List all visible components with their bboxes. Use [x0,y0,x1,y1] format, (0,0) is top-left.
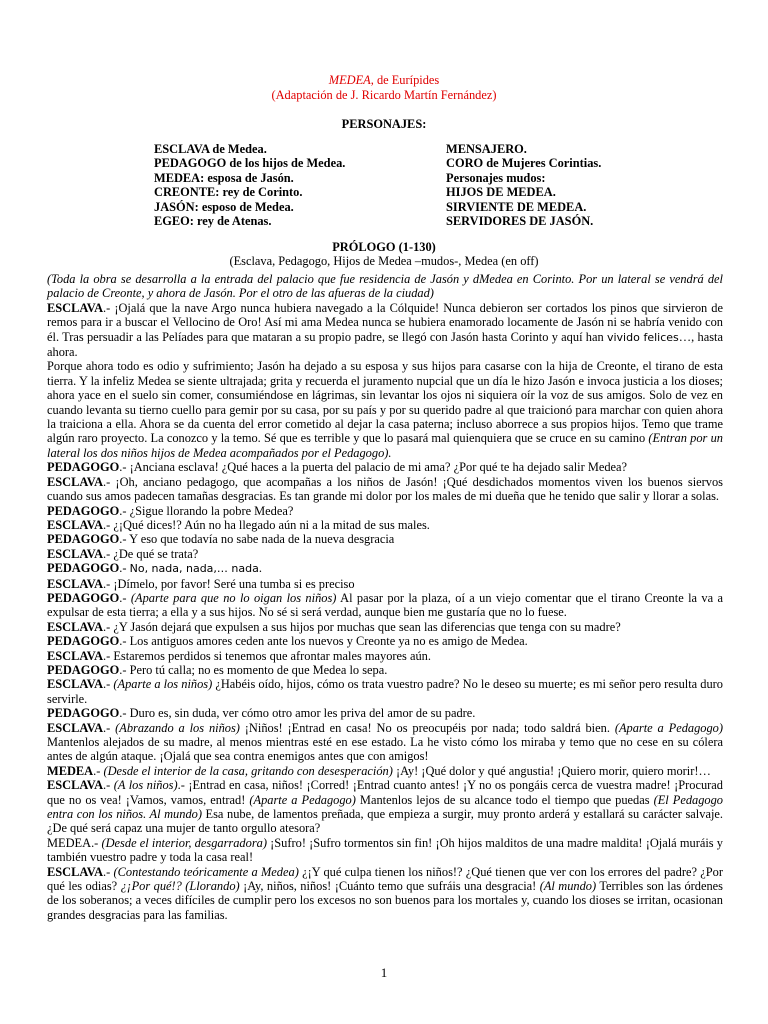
cast-list-left [154,142,345,228]
speaker-name: PEDAGOGO [47,561,120,576]
speaker-name: PEDAGOGO [47,503,120,518]
cast-item: Personajes mudos: [446,170,546,185]
speaker-name: ESCLAVA [47,300,104,315]
dialogue-text: .- [103,720,116,735]
dialogue-text: .- ¡Dímelo, por favor! Seré una tumba si es preciso [103,576,355,591]
speaker-name: ESCLAVA [47,648,104,663]
cast-list-right [446,142,601,228]
dialogue-paragraph [47,620,723,634]
dialogue-text: .- ¿¡Qué dices!? Aún no ha llegado aún ni a la mitad de sus males. [103,517,430,532]
prologo-heading: PRÓLOGO (1-130) [332,240,436,254]
dialogue-text: .- Duro es, sin duda, ver cómo otro amor les priva del amor de su padre. [119,706,476,721]
dialogue-text: .- ¡Ojalá que la nave Argo nunca hubiera navegado a la Cólquide! Nunca debieron ser cortados los pinos que sirvieron de remos para ir a buscar el Vellocino de Oro! Así mi ama Medea nunca se hubiera enamorado locamente de Jasón ni se habría venido con él. Tras persuadir a las Pelíades para que mataran a su propio padre, se llegó con Jasón hasta Corinto y aquí han [47,300,723,344]
dialogue-text: .- [119,561,130,576]
stage-direction: ¿¡Por qué!? (Llorando) [120,879,240,894]
dialogue-text: .- [93,763,104,778]
cast-item: SERVIDORES DE JASÓN. [446,214,594,229]
dialogue-text: ¿Habéis oído, hijos, cómo os trata vuestro padre? No le deseo su muerte; es mi señor pero resulta duro servirle. [47,677,723,706]
dialogue-text: .- ¡Anciana esclava! ¿Qué haces a la puerta del palacio de mi ama? ¿Por qué te ha dejado salir Medea? [119,460,628,475]
cast-item: MEDEA: esposa de Jasón. [154,170,294,185]
cast-item: CORO de Mujeres Corintias. [446,156,602,171]
stage-direction: (Abrazando a los niños) [115,720,240,735]
dialogue-paragraph [47,721,723,764]
stage-direction: (Aparte a Pedagogo) [614,720,723,735]
speaker-name: PEDAGOGO [47,634,120,649]
cast-item: CREONTE: rey de Corinto. [154,185,303,200]
speaker-name: ESCLAVA [47,576,104,591]
dialogue-paragraph [47,475,723,504]
stage-direction: (Desde el interior, desgarradora) [101,835,267,850]
dialogue-text: .- Los antiguos amores ceden ante los nuevos y Creonte ya no es amigo de Medea. [119,634,528,649]
dialogue-paragraph [47,359,723,460]
dialogue-text: .- ¿Y Jasón dejará que expulsen a sus hijos por muchas que sean las diferencias que tenga con su madre? [103,619,621,634]
speaker-name: ESCLAVA [47,474,104,489]
cast-item: SIRVIENTE DE MEDEA. [446,199,587,214]
cast-item: PEDAGOGO de los hijos de Medea. [154,156,346,171]
cast-item: HIJOS DE MEDEA. [446,185,556,200]
dialogue-paragraph [47,561,723,576]
dialogue-paragraph [47,532,723,546]
document-subtitle: (Adaptación de J. Ricardo Martín Fernández) [271,88,497,102]
cast-item: EGEO: rey de Atenas. [154,214,272,229]
dialogue-text: .- Estaremos perdidos si tenemos que afrontar males mayores aún. [103,648,431,663]
stage-direction: (A los niños) [113,778,178,793]
dialogue-text: Porque ahora todo es odio y sufrimiento; Jasón ha dejado a su esposa y sus hijos para casarse con la hija de Creonte, el tirano de esta tierra. Y la infeliz Medea se siente ultrajada; grita y recuerda el juramento nupcial que un día le hizo Jasón e invoca justicia a los dioses; ahora yace en el suelo sin comer, consumiéndose en lágrimas, sin levantar los ojos ni siquiera oír la voz de sus amigos. Solo de vez en cuando levanta su tierno cuello para gemir por su casa, por su país y por su querido padre al que traicionó para marchar con quien ahora la traiciona a ella. Ahora se da cuenta del error cometido al dejar la casa paterna; incluso aborrece a sus propios hijos. Temo que trame algún raro proyecto. La conozco y la temo. Sé que es terrible y que lo pasará mal quienquiera que se cruce en su camino [47,359,723,446]
speaker-name: PEDAGOGO [47,460,120,475]
stage-direction: (El Pedagogo entra con los niños. Al mundo) [47,792,723,822]
stage-direction: (Aparte a Pedagogo) [249,792,356,807]
dialogue-text: Mantenlos alejados de su madre, al menos mientras esté en ese estado. La he visto cómo los miraba y temo que no cese en su cólera antes de algún ataque. ¡Ojalá que sea contra enemigos antes que con amigos! [47,735,723,764]
cast-item: MENSAJERO. [446,142,527,156]
dialogue-text: ¿¡Y qué culpa tienen los niños!? ¿Qué tienen que ver con los errores del padre? ¿Por qué les odias? [47,864,723,894]
dialogue-text: .- Y eso que todavía no sabe nada de la nueva desgracia [119,532,395,547]
dialogue-text: Terribles son las órdenes de los soberanos; a veces difíciles de cumplir pero los excesos no son buenos para los mortales y, cuando los dioses se irritan, ocasionan grandes desgracias para las familias. [47,879,723,922]
dialogue-paragraph [47,836,723,865]
speaker-name: ESCLAVA [47,720,104,735]
dialogue-paragraph [47,865,723,923]
dialogue-paragraph [47,460,723,474]
dialogue-text: ¡Ay, niños, niños! ¡Cuánto temo que sufráis una desgracia! [239,879,540,894]
dialogue-paragraph [47,504,723,518]
stage-direction: (Contestando teóricamente a Medea) [113,864,299,879]
dialogue-text: Mantenlos lejos de su alcance todo el tiempo que puedas [355,792,654,807]
dialogue-paragraph [47,677,723,706]
dialogue-text: Esa nube, de lamentos preñada, que empieza a surgir, muy pronto arderá y estallará su carácter salvaje. ¿De qué será capaz una mujer de tanto orgullo atesora? [47,807,723,836]
stage-direction: (Aparte a los niños) [113,677,213,692]
dialogue-paragraph [47,577,723,591]
dialogue-text: .- ¿Sigue llorando la pobre Medea? [119,503,294,518]
speaker-name: PEDAGOGO [47,662,120,677]
dialogue-paragraph [47,301,723,360]
cast-item: JASÓN: esposo de Medea. [154,199,294,214]
speaker-name: MEDEA [47,835,92,850]
dialogue-paragraph [47,663,723,677]
dialogue-text: .- [119,590,131,605]
stage-direction: (Toda la obra se desarrolla a la entrada del palacio que fue residencia de Jasón y dMedea en Corinto. Por un lateral se vendrá del palacio de Creonte, y ahora de Jasón. Por el otro de las afueras de la ciudad) [47,272,723,301]
personajes-heading: PERSONAJES: [341,117,427,131]
dialogue-paragraph [47,706,723,720]
stage-direction: (Aparte para que no lo oigan los niños) [130,590,337,605]
dialogue-text: .- ¡Entrad en casa, niños! ¡Corred! ¡Entrad cuanto antes! ¡Y no os pongáis cerca de vuestra madre! ¡Procurad que no os vea! ¡Vamos, vamos, entrad! [47,778,723,807]
speaker-name: ESCLAVA [47,864,104,879]
dialogue-text: vivido felices [606,330,679,344]
dialogue-text: .- [103,778,114,793]
speaker-name: PEDAGOGO [47,590,120,605]
stage-direction: (Desde el interior de la casa, gritando con desesperación) [103,763,393,778]
dialogue-text: .- [103,864,114,879]
dialogue-text: .- Pero tú calla; no es momento de que Medea lo sepa. [119,662,388,677]
prologo-subheading: (Esclava, Pedagogo, Hijos de Medea –mudos-, Medea (en off) [229,254,539,268]
speaker-name: ESCLAVA [47,677,104,692]
dialogue-text: No, nada, nada,… nada [129,562,259,576]
stage-direction: (Al mundo) [539,879,597,894]
document-title [0,73,768,87]
dialogue-text: Al pasar por la plaza, oí a un viejo comentar que el tirano Creonte la va a expulsar de esta tierra; a ella y a sus hijos. No sé si será verdad, aunque bien me gustaría que no lo fuese. [47,590,723,620]
dialogue-paragraph [47,634,723,648]
dialogue-paragraph [47,649,723,663]
dialogue-text: ¡Sufro! ¡Sufro tormentos sin fin! ¡Oh hijos malditos de una madre maldita! ¡Ojalá muráis y también vuestro padre y toda la casa real! [47,835,723,865]
dialogue-text: .- ¡Oh, anciano pedagogo, que acompañas a los niños de Jasón! ¡Qué desdichados momentos viven los buenos siervos cuando sus amos padecen tamañas desgracias. Es tan grande mi dolor por los males de mi dueña que he tenido que salir y llorar a solas. [47,474,723,504]
stage-direction: (Entran por un lateral los dos niños hijos de Medea acompañados por el Pedagogo). [47,431,723,460]
speaker-name: PEDAGOGO [47,706,120,721]
dialogue-text: . [258,561,262,576]
title-author: , de Eurípides [370,73,440,87]
dialogue-text: ¡Niños! ¡Entrad en casa! No os preocupéis por nada; todo saldrá bien. [239,720,615,735]
dialogue-text: .- ¿De qué se trata? [103,546,199,561]
page-number: 1 [380,965,388,980]
dialogue-text: ¡Ay! ¡Qué dolor y qué angustia! ¡Quiero morir, quiero morir!… [392,763,711,778]
speaker-name: MEDEA [47,763,94,778]
cast-item: ESCLAVA de Medea. [154,142,267,156]
dialogue-paragraph [47,764,723,778]
speaker-name: ESCLAVA [47,619,104,634]
play-text [47,272,723,922]
dialogue-text: .- [91,835,102,850]
dialogue-text: …, hasta ahora. [47,329,724,360]
speaker-name: PEDAGOGO [47,532,120,547]
dialogue-paragraph [47,778,723,836]
speaker-name: ESCLAVA [47,546,104,561]
dialogue-paragraph [47,547,723,561]
title-work: MEDEA [328,73,371,87]
speaker-name: ESCLAVA [47,778,104,793]
dialogue-paragraph [47,591,723,620]
dialogue-text: .- [103,677,114,692]
dialogue-paragraph [47,518,723,532]
speaker-name: ESCLAVA [47,517,104,532]
